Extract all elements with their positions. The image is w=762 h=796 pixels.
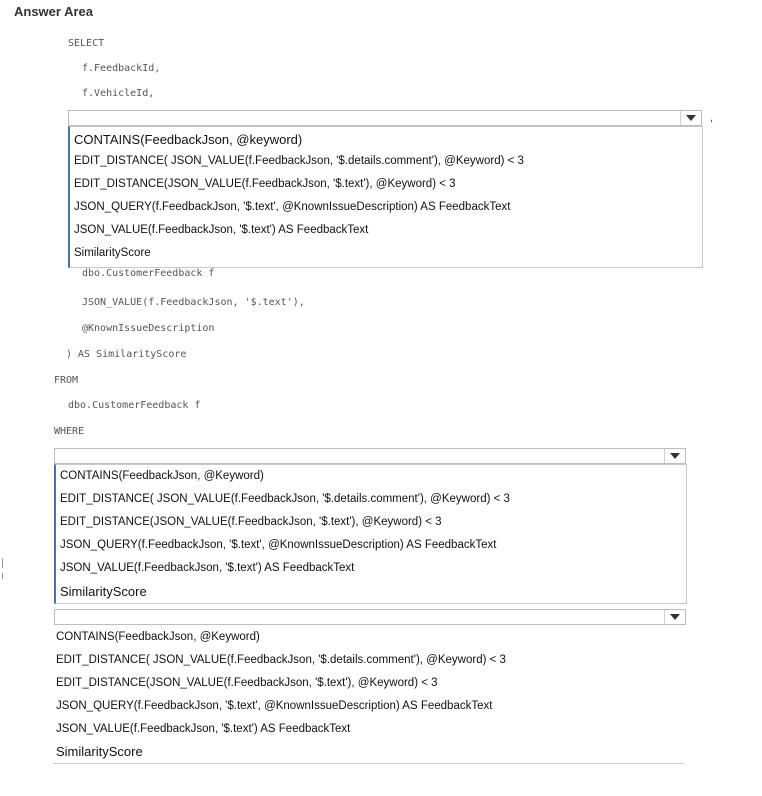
code-table: dbo.CustomerFeedback f [82,268,215,279]
code-where: WHERE [54,426,85,437]
dropdown-option[interactable]: CONTAINS(FeedbackJson, @keyword) [74,132,303,147]
dropdown-option[interactable]: JSON_VALUE(f.FeedbackJson, '$.text') AS FeedbackText [74,224,369,236]
code-from: FROM [54,375,79,386]
order-dropdown[interactable] [54,609,686,625]
code-known-issue: @KnownIssueDescription [82,323,215,334]
where-dropdown-list [54,464,687,604]
dropdown-option[interactable]: CONTAINS(FeedbackJson, @Keyword) [60,470,264,482]
select-dropdown-list [68,126,703,268]
dropdown-option[interactable]: SimilarityScore [74,247,151,259]
dropdown-option[interactable]: EDIT_DISTANCE(JSON_VALUE(f.FeedbackJson, '$.text'), @Keyword) < 3 [74,178,456,190]
margin-mark [2,573,3,579]
dropdown-option[interactable]: JSON_QUERY(f.FeedbackJson, '$.text', @KnownIssueDescription) AS FeedbackText [56,700,493,712]
order-dropdown-list [54,625,684,764]
dropdown-option[interactable]: JSON_VALUE(f.FeedbackJson, '$.text') AS FeedbackText [56,723,351,735]
dropdown-option[interactable]: EDIT_DISTANCE(JSON_VALUE(f.FeedbackJson, '$.text'), @Keyword) < 3 [56,677,438,689]
chevron-down-icon[interactable] [664,610,685,624]
dropdown-option[interactable]: JSON_QUERY(f.FeedbackJson, '$.text', @KnownIssueDescription) AS FeedbackText [60,539,497,551]
code-select: SELECT [68,38,105,49]
code-json-value: JSON_VALUE(f.FeedbackJson, '$.text'), [82,297,305,308]
where-dropdown[interactable] [54,448,686,464]
dropdown-option[interactable]: SimilarityScore [56,744,143,759]
dropdown-option[interactable]: EDIT_DISTANCE( JSON_VALUE(f.FeedbackJson, '$.details.comment'), @Keyword) < 3 [56,654,506,666]
code-as-similarity: ) AS SimilarityScore [66,349,187,360]
dropdown-option[interactable]: EDIT_DISTANCE( JSON_VALUE(f.FeedbackJson, '$.details.comment'), @Keyword) < 3 [60,493,510,505]
code-feedback-id: f.FeedbackId, [82,63,161,74]
dropdown-option[interactable]: CONTAINS(FeedbackJson, @Keyword) [56,631,260,643]
answer-area-title: Answer Area [14,4,93,19]
chevron-down-icon[interactable] [664,449,685,463]
dropdown-option[interactable]: JSON_VALUE(f.FeedbackJson, '$.text') AS FeedbackText [60,562,355,574]
margin-mark [2,558,3,568]
select-dropdown[interactable] [68,110,702,126]
code-vehicle-id: f.VehicleId, [82,88,155,99]
code-comma: , [710,112,714,124]
chevron-down-icon[interactable] [680,111,701,125]
dropdown-option[interactable]: EDIT_DISTANCE(JSON_VALUE(f.FeedbackJson, '$.text'), @Keyword) < 3 [60,516,442,528]
dropdown-option[interactable]: EDIT_DISTANCE( JSON_VALUE(f.FeedbackJson, '$.details.comment'), @Keyword) < 3 [74,155,524,167]
code-table: dbo.CustomerFeedback f [68,400,201,411]
dropdown-option[interactable]: JSON_QUERY(f.FeedbackJson, '$.text', @KnownIssueDescription) AS FeedbackText [74,201,511,213]
dropdown-option[interactable]: SimilarityScore [60,584,147,599]
